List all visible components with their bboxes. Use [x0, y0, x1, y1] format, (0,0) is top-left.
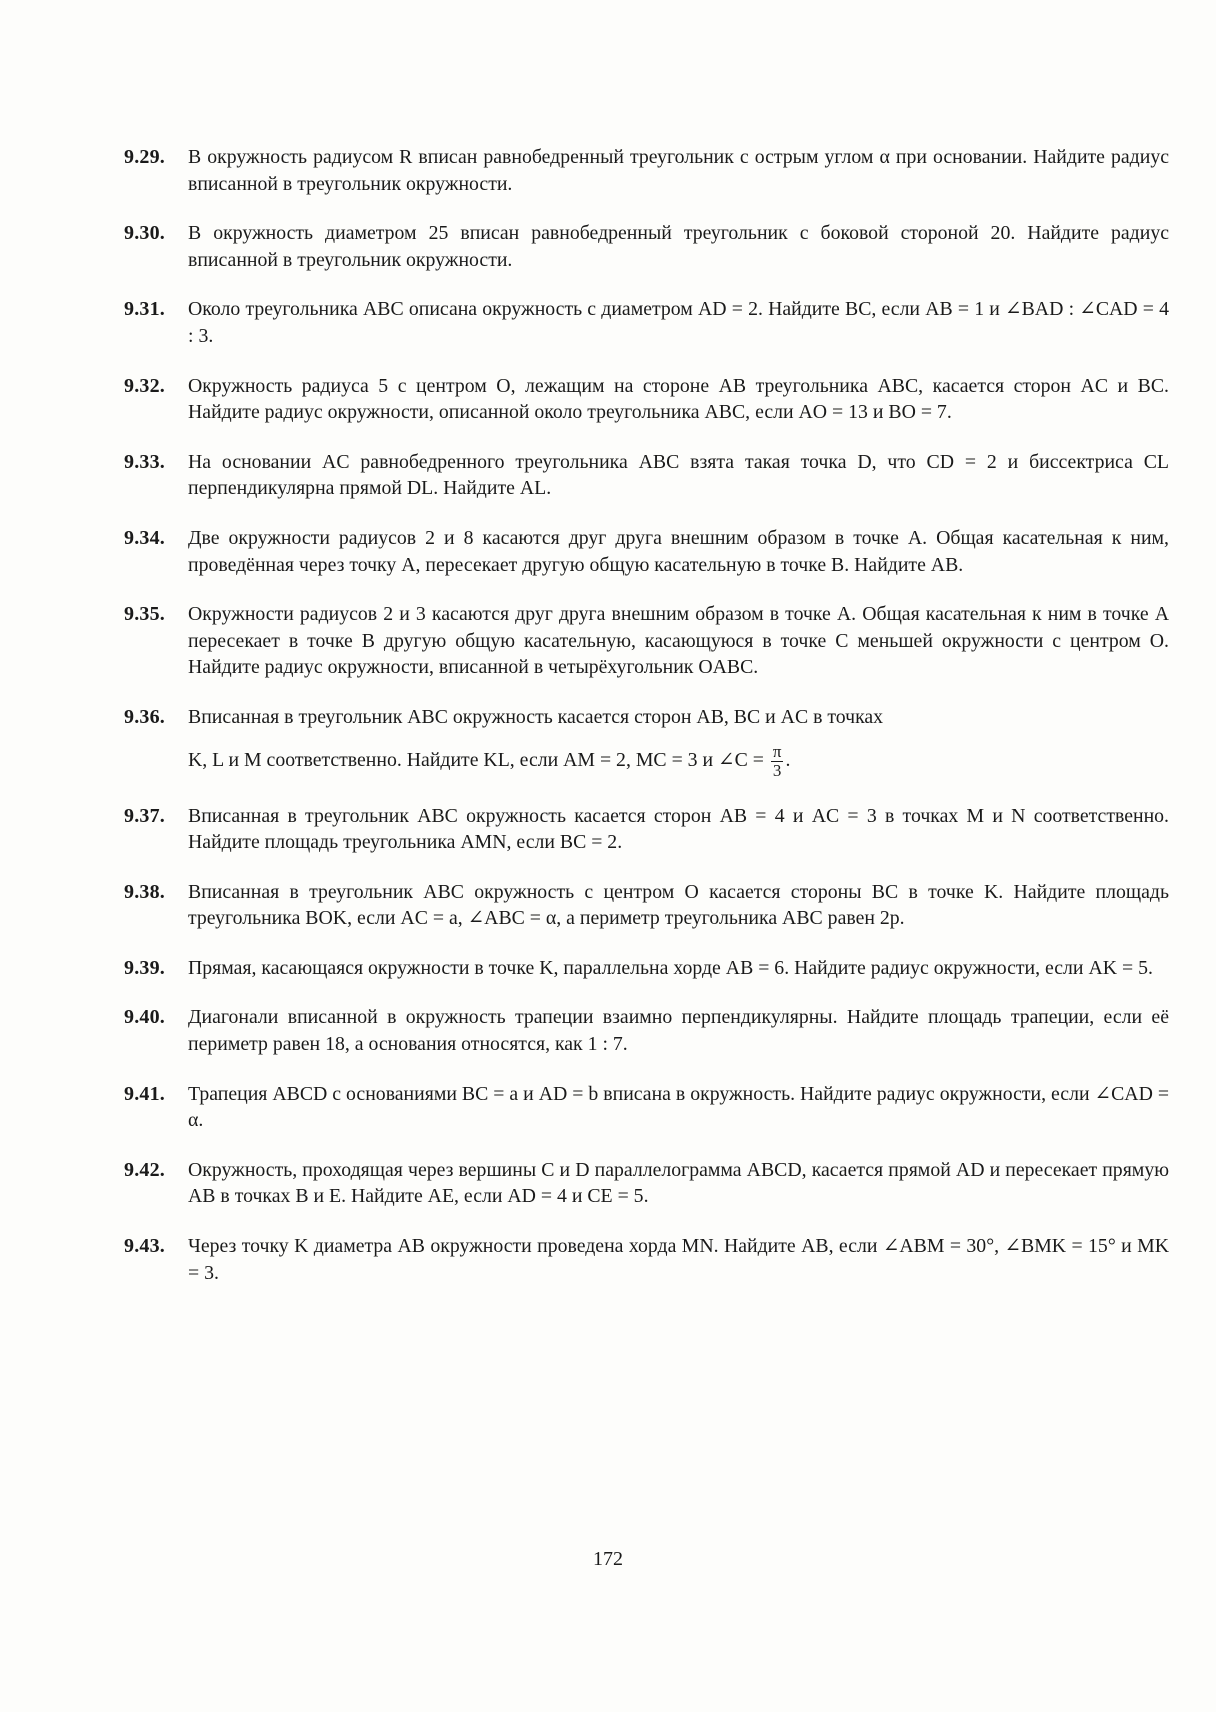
- problem-9-39: [124, 955, 1169, 982]
- problem-text: Прямая, касающаяся окружности в точке K, параллельна хорде AB = 6. Найдите радиус окружности, если AK = 5.: [188, 956, 1153, 979]
- formula-line: [188, 743, 1169, 780]
- page-number: 172: [593, 1548, 623, 1570]
- problem-9-37: [124, 803, 1169, 856]
- problem-text: Окружности радиусов 2 и 3 касаются друг друга внешним образом в точке A. Общая касательная к ним в точке A пересекает в точке B другую общую касательную, касающуюся в точке C меньшей окружности с центром O. Найдите радиус окружности, вписанной в четырёхугольник OABC.: [188, 603, 1169, 679]
- problem-number: 9.38.: [124, 880, 165, 903]
- problem-number: 9.32.: [124, 374, 165, 397]
- problem-number: 9.41.: [124, 1082, 165, 1105]
- problem-9-38: [124, 879, 1169, 932]
- problem-number: 9.33.: [124, 450, 165, 473]
- problem-text: Вписанная в треугольник ABC окружность с центром O касается стороны BC в точке K. Найдите площадь треугольника BOK, если AC = a, ∠ABC = α, а периметр треугольника ABC равен 2p.: [188, 880, 1169, 930]
- formula-tail: .: [785, 748, 791, 771]
- problem-text: Окружность радиуса 5 с центром O, лежащим на стороне AB треугольника ABC, касается сторон AC и BC. Найдите радиус окружности, описанной около треугольника ABC, если AO = 13 и BO = 7.: [188, 374, 1169, 424]
- problem-text: Вписанная в треугольник ABC окружность касается сторон AB = 4 и AC = 3 в точках M и N соответственно. Найдите площадь треугольника AMN, если BC = 2.: [188, 804, 1169, 854]
- fraction-numerator: π: [772, 741, 782, 761]
- problem-text: В окружность диаметром 25 вписан равнобедренный треугольник с боковой стороной 20. Найдите радиус вписанной в треугольник окружности.: [188, 222, 1169, 271]
- problem-9-40: [124, 1004, 1169, 1057]
- problem-text: Около треугольника ABC описана окружность с диаметром AD = 2. Найдите BC, если AB = 1 и ∠BAD : ∠CAD = 4 : 3.: [188, 298, 1169, 347]
- problem-number: 9.30.: [124, 222, 165, 245]
- problem-text: Вписанная в треугольник ABC окружность касается сторон AB, BC и AC в точках: [188, 705, 884, 728]
- problem-number: 9.35.: [124, 603, 165, 626]
- problem-number: 9.29.: [124, 146, 165, 168]
- fraction-denominator: 3: [772, 760, 782, 780]
- problem-number: 9.40.: [124, 1006, 165, 1029]
- problem-text: Через точку K диаметра AB окружности проведена хорда MN. Найдите AB, если ∠ABM = 30°, ∠BMK = 15° и MK = 3.: [188, 1235, 1169, 1284]
- problem-9-30: [124, 220, 1169, 273]
- problem-9-32: [124, 373, 1169, 426]
- problem-9-41: [124, 1081, 1169, 1134]
- problem-9-42: [124, 1157, 1169, 1210]
- formula-text: K, L и M соответственно. Найдите KL, если AM = 2, MC = 3 и ∠C =: [188, 748, 764, 771]
- problem-number: 9.36.: [124, 705, 165, 728]
- problem-9-43: [124, 1233, 1169, 1286]
- problem-9-29: [124, 144, 1169, 197]
- problem-number: 9.34.: [124, 526, 165, 549]
- problem-text: Трапеция ABCD с основаниями BC = a и AD = b вписана в окружность. Найдите радиус окружности, если ∠CAD = α.: [188, 1082, 1169, 1132]
- problem-text: Диагонали вписанной в окружность трапеции взаимно перпендикулярны. Найдите площадь трапеции, если её периметр равен 18, а основания относятся, как 1 : 7.: [188, 1006, 1169, 1056]
- problem-text: Окружность, проходящая через вершины C и D параллелограмма ABCD, касается прямой AD и пересекает прямую AB в точках B и E. Найдите AE, если AD = 4 и CE = 5.: [188, 1158, 1169, 1208]
- problem-number: 9.42.: [124, 1158, 165, 1181]
- problem-text: Две окружности радиусов 2 и 8 касаются друг друга внешним образом в точке A. Общая касательная к ним, проведённая через точку A, пересекает другую общую касательную в точке B. Найдите AB.: [188, 526, 1169, 576]
- problem-number: 9.37.: [124, 804, 165, 827]
- problem-9-35: [124, 601, 1169, 681]
- pi-over-3-fraction: [771, 743, 784, 780]
- problem-9-34: [124, 525, 1169, 578]
- problem-text: В окружность радиусом R вписан равнобедренный треугольник с острым углом α при основании. Найдите радиус вписанной в треугольник окружности.: [188, 146, 1169, 195]
- problem-text: На основании AC равнобедренного треугольника ABC взята такая точка D, что CD = 2 и биссектриса CL перпендикулярна прямой DL. Найдите AL.: [188, 450, 1169, 500]
- problem-9-36: [124, 704, 1169, 780]
- problem-number: 9.43.: [124, 1235, 165, 1258]
- problem-number: 9.31.: [124, 298, 165, 321]
- problem-list: [124, 144, 1169, 1309]
- problem-9-33: [124, 449, 1169, 502]
- problem-number: 9.39.: [124, 956, 165, 979]
- problem-9-31: [124, 296, 1169, 349]
